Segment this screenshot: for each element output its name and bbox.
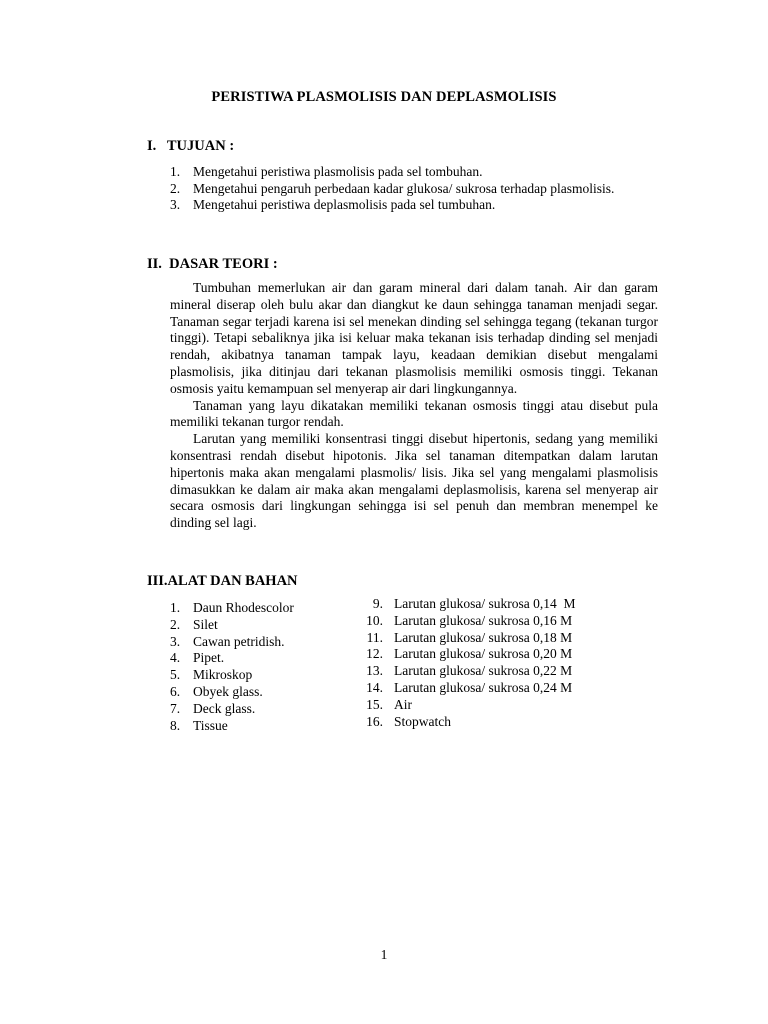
page-number: 1 <box>380 947 388 962</box>
list-item <box>350 680 575 697</box>
list-item <box>350 630 575 647</box>
section-heading-alat-bahan: III.ALAT DAN BAHAN <box>147 573 298 589</box>
list-item-number: 11. <box>366 629 383 645</box>
list-item-number: 9. <box>372 596 383 611</box>
list-item-text: Obyek glass. <box>193 683 263 699</box>
list-item-text: Cawan petridish. <box>193 633 285 649</box>
tujuan-list <box>170 164 658 214</box>
list-item-number: 2. <box>170 180 181 196</box>
list-item-number: 6. <box>170 683 181 699</box>
paragraph: Larutan yang memiliki konsentrasi tinggi disebut hipertonis, sedang yang memiliki konsentrasi rendah disebut hipotonis. Jika sel tanaman ditempatkan dalam larutan hipertonis maka akan mengalami plasmolis/ lisis. Jika sel yang mengalami plasmolisis dimasukkan ke dalam air maka akan mengalami deplasmolisis, karena sel menyerap air secara osmosis dari lingkungan sehingga isi sel penuh dan membran menempel ke dinding sel lagi. <box>170 431 658 531</box>
list-item-number: 16. <box>366 713 383 729</box>
list-item <box>350 714 575 731</box>
list-item <box>350 646 575 663</box>
list-item-text: Mikroskop <box>193 667 253 683</box>
list-item-number: 8. <box>170 717 181 733</box>
list-item <box>170 164 658 181</box>
list-item-number: 1. <box>170 164 181 179</box>
list-item <box>170 634 294 651</box>
materials-list-left <box>170 600 294 734</box>
list-item-number: 1. <box>170 600 181 615</box>
document-title: PERISTIWA PLASMOLISIS DAN DEPLASMOLISIS <box>211 89 557 105</box>
list-item <box>170 701 294 718</box>
list-item-number: 3. <box>170 633 181 649</box>
list-item-text: Mengetahui peristiwa deplasmolisis pada sel tumbuhan. <box>193 197 496 212</box>
list-item-text: Pipet. <box>193 650 225 666</box>
list-item-text: Stopwatch <box>394 713 451 729</box>
paragraph: Tumbuhan memerlukan air dan garam mineral dari dalam tanah. Air dan garam mineral diserap oleh bulu akar dan diangkut ke daun sehingga tanaman menjadi segar. Tanaman segar terjadi karena isi sel menekan dinding sel sehingga tegang (tekanan turgor tinggi). Tetapi sebaliknya jika isi keluar maka tekanan isis terhadap dinding sel menjadi rendah, akibatnya tanaman tampak layu, keadaan demikian disebut mengalami plasmolisis, jika ditinjau dari tekanan plasmolisis memiliki osmosis tinggi. Tekanan osmosis yaitu kemampuan sel menyerap air dari lingkungannya. <box>170 280 658 396</box>
list-item-number: 12. <box>366 646 383 662</box>
list-item-text: Larutan glukosa/ sukrosa 0,20 M <box>394 646 573 662</box>
list-item <box>170 181 658 198</box>
list-item-text: Mengetahui pengaruh perbedaan kadar glukosa/ sukrosa terhadap plasmolisis. <box>193 180 615 196</box>
list-item <box>170 600 294 617</box>
list-item-text: Tissue <box>193 717 228 733</box>
dasar-teori-body <box>170 280 658 532</box>
list-item-number: 14. <box>366 679 383 695</box>
list-item <box>350 613 575 630</box>
list-item <box>170 650 294 667</box>
list-item <box>350 663 575 680</box>
list-item-text: Air <box>394 696 412 712</box>
list-item <box>170 684 294 701</box>
list-item-text: Daun Rhodescolor <box>193 600 294 615</box>
list-item <box>350 697 575 714</box>
materials-list-right <box>350 596 575 730</box>
list-item-text: Silet <box>193 616 218 632</box>
list-item-text: Larutan glukosa/ sukrosa 0,18 M <box>394 629 573 645</box>
list-item-number: 7. <box>170 700 181 716</box>
list-item <box>170 197 658 214</box>
paragraph: Tanaman yang layu dikatakan memiliki tekanan osmosis tinggi atau disebut pula memiliki tekanan turgor rendah. <box>170 397 658 430</box>
list-item-text: Mengetahui peristiwa plasmolisis pada sel tombuhan. <box>193 164 483 179</box>
list-item-number: 3. <box>170 197 181 212</box>
list-item-number: 2. <box>170 616 181 632</box>
section-heading-dasar-teori: II. DASAR TEORI : <box>147 256 278 272</box>
list-item <box>170 667 294 684</box>
list-item-number: 13. <box>366 663 383 679</box>
section-heading-tujuan: I. TUJUAN : <box>147 138 235 154</box>
list-item-text: Larutan glukosa/ sukrosa 0,24 M <box>394 679 573 695</box>
list-item-number: 4. <box>170 650 181 666</box>
list-item-text: Larutan glukosa/ sukrosa 0,14 M <box>394 596 576 611</box>
list-item-text: Larutan glukosa/ sukrosa 0,22 M <box>394 663 573 679</box>
list-item-text: Deck glass. <box>193 700 256 716</box>
list-item <box>170 617 294 634</box>
list-item <box>350 596 575 613</box>
list-item <box>170 718 294 735</box>
list-item-number: 15. <box>366 696 383 712</box>
list-item-number: 5. <box>170 667 181 683</box>
list-item-number: 10. <box>366 612 383 628</box>
list-item-text: Larutan glukosa/ sukrosa 0,16 M <box>394 612 573 628</box>
